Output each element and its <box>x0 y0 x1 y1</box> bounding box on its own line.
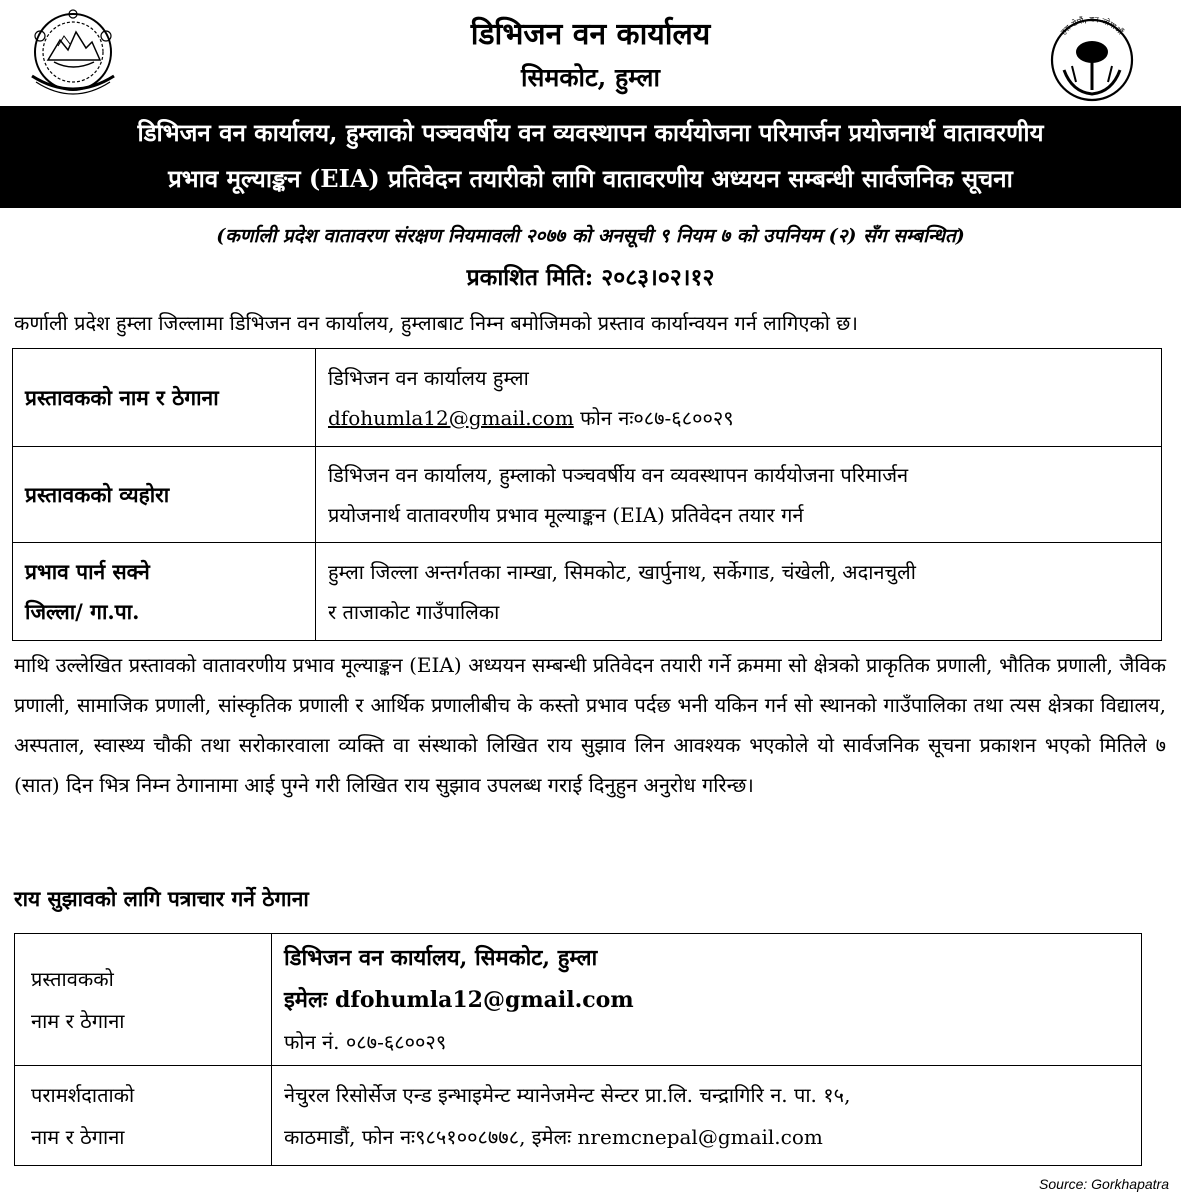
forest-logo-icon <box>1042 14 1142 104</box>
affected-area-line-2: र ताजाकोट गाउँपालिका <box>328 599 500 624</box>
proposer-address-label-line-2: नाम र ठेगाना <box>31 1008 125 1033</box>
proposer-label: प्रस्तावकको नाम र ठेगाना <box>13 349 316 447</box>
notice-title-line-1: डिभिजन वन कार्यालय, हुम्लाको पञ्चवर्षीय वन व्यवस्थापन कार्ययोजना परिमार्जन प्रयोजनार्थ वातावरणीय <box>137 118 1044 147</box>
contact-heading: राय सुझावको लागि पत्राचार गर्ने ठेगाना <box>14 886 309 911</box>
proposal-subject-line-2: प्रयोजनार्थ वातावरणीय प्रभाव मूल्याङ्कन (EIA) प्रतिवेदन तयार गर्न <box>328 502 804 527</box>
consultant-label-line-2: नाम र ठेगाना <box>31 1124 125 1149</box>
proposer-email[interactable]: इमेलः dfohumla12@gmail.com <box>284 986 634 1013</box>
consultant-label-line-1: परामर्शदाताको <box>31 1082 135 1107</box>
table-row <box>13 447 1162 543</box>
office-location: सिमकोट, हुम्ला <box>521 63 660 92</box>
proposal-subject-value <box>316 447 1162 543</box>
proposer-contact <box>328 398 1149 438</box>
published-date: प्रकाशित मिति: २०८३।०२।१२ <box>466 264 715 291</box>
notice-title-line-2: प्रभाव मूल्याङ्कन (EIA) प्रतिवेदन तयारीको लागि वातावरणीय अध्ययन सम्बन्धी सार्वजनिक सूचना <box>168 164 1013 193</box>
intro-text: कर्णाली प्रदेश हुम्ला जिल्लामा डिभिजन वन कार्यालय, हुम्लाबाट निम्न बमोजिमको प्रस्ताव कार्यान्वयन गर्न लागिएको छ। <box>14 311 858 335</box>
affected-area-value <box>316 543 1162 641</box>
affected-area-label-line-1: प्रभाव पार्न सक्ने <box>25 558 150 584</box>
body-paragraph: माथि उल्लेखित प्रस्तावको वातावरणीय प्रभाव मूल्याङ्कन (EIA) अध्ययन सम्बन्धी प्रतिवेदन तयारी गर्ने क्रममा सो क्षेत्रको प्राकृतिक प्रणाली, भौतिक प्रणाली, जैविक प्रणाली, सामाजिक प्रणाली, सांस्कृतिक प्रणाली र आर्थिक प्रणालीबीच के कस्तो प्रभाव पर्दछ भनी यकिन गर्न सो स्थानको गाउँपालिका तथा त्यस क्षेत्रका विद्यालय, अस्पताल, स्वास्थ्य चौकी तथा सरोकारवाला व्यक्ति वा संस्थाको लिखित राय सुझाव लिन आवश्यक भएकोले यो सार्वजनिक सूचना प्रकाशन भएको मितिले ७ (सात) दिन भित्र निम्न ठेगानामा आई पुग्ने गरी लिखित राय सुझाव उपलब्ध गराई दिनुहुन अनुरोध गरिन्छ। <box>14 653 1166 797</box>
proposer-office-name: डिभिजन वन कार्यालय, सिमकोट, हुम्ला <box>284 944 598 971</box>
consultant-value <box>272 1066 1142 1166</box>
office-name: डिभिजन वन कार्यालय <box>470 17 711 52</box>
table-row <box>13 543 1162 641</box>
notice-title-banner <box>0 106 1181 208</box>
proposer-address-value <box>272 934 1142 1066</box>
svg-text:हरा रोपौं, बन जोगाऔं <box>1059 15 1126 37</box>
proposer-name: डिभिजन वन कार्यालय हुम्ला <box>328 365 529 390</box>
proposal-subject-label: प्रस्तावकको व्यहोरा <box>13 447 316 543</box>
regulation-reference: (कर्णाली प्रदेश वातावरण संरक्षण नियमावली २०७७ को अनसूची ९ नियम ७ को उपनियम (२) सँग सम्बन्धित) <box>216 225 965 247</box>
header <box>0 0 1181 104</box>
proposer-email-link[interactable]: dfohumla12@gmail.com <box>328 405 574 430</box>
proposal-table <box>12 348 1162 641</box>
proposer-phone-number: फोन नं. ०८७-६८००२९ <box>284 1029 447 1054</box>
table-row <box>15 934 1142 1066</box>
proposer-phone: फोन नः०८७-६८००२९ <box>580 405 734 430</box>
consultant-line-2: काठमाडौं, फोन नः९८५१००८७७८, इमेलः nremcnepal@gmail.com <box>284 1124 823 1149</box>
source-credit: Source: Gorkhapatra <box>1039 1176 1169 1192</box>
affected-area-label-line-2: जिल्ला/ गा.पा. <box>25 598 140 624</box>
contact-table <box>14 933 1142 1166</box>
proposer-address-label-line-1: प्रस्तावकको <box>31 966 114 991</box>
consultant-line-1: नेचुरल रिसोर्सेज एन्ड इन्भाइमेन्ट म्यानेजमेन्ट सेन्टर प्रा.लि. चन्द्रागिरि न. पा. १५, <box>284 1082 851 1107</box>
consultant-label <box>15 1066 272 1166</box>
table-row <box>15 1066 1142 1166</box>
proposer-address-label <box>15 934 272 1066</box>
logo-slogan: हरा रोपौं, बन जोगाऔं <box>1058 14 1125 37</box>
affected-area-line-1: हुम्ला जिल्ला अन्तर्गतका नाम्खा, सिमकोट, खार्पुनाथ, सर्केगाड, चंखेली, अदानचुली <box>328 559 916 584</box>
affected-area-label <box>13 543 316 641</box>
proposer-value <box>316 349 1162 447</box>
proposal-subject-line-1: डिभिजन वन कार्यालय, हुम्लाको पञ्चवर्षीय वन व्यवस्थापन कार्ययोजना परिमार्जन <box>328 462 909 487</box>
table-row <box>13 349 1162 447</box>
